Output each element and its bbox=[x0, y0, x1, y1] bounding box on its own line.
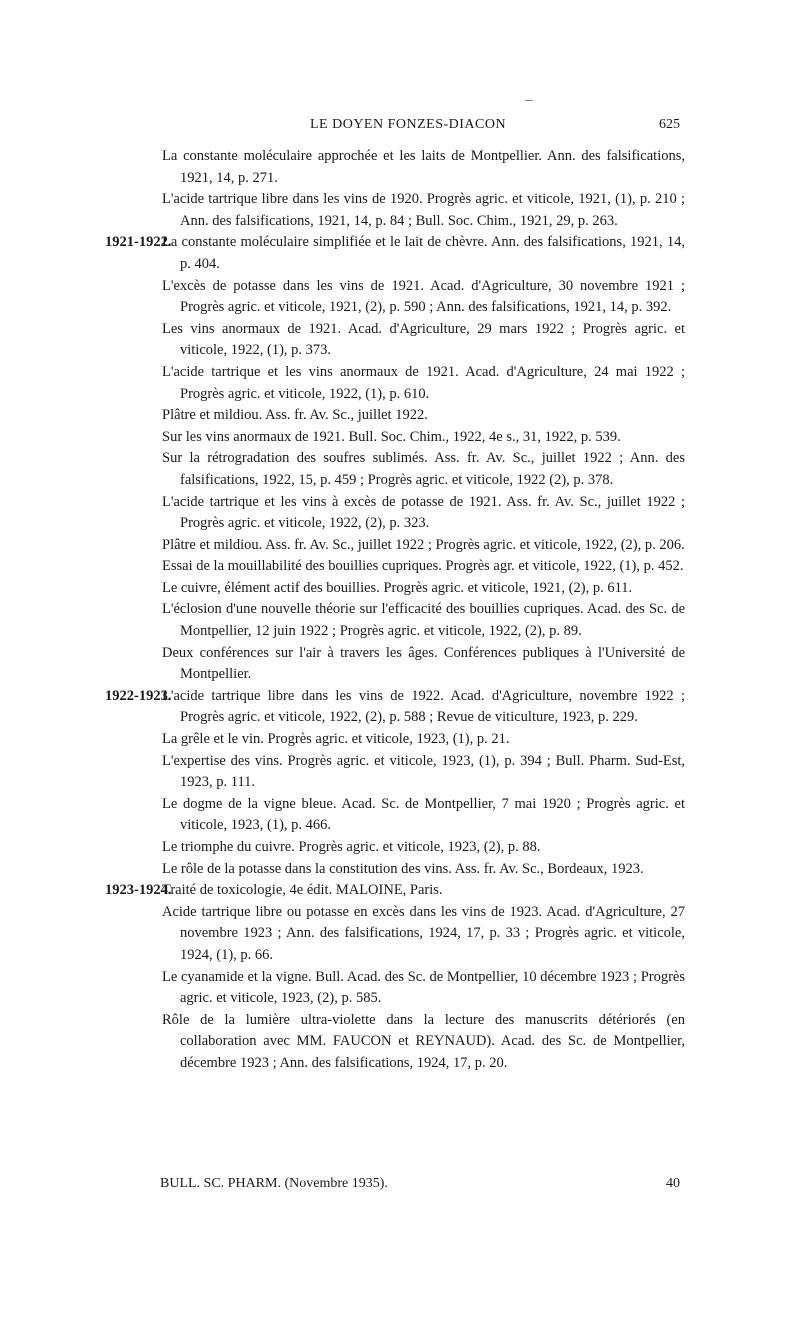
bibliography-entry: Le rôle de la potasse dans la constitution des vins. Ass. fr. Av. Sc., Bordeaux, 1923. bbox=[162, 860, 644, 877]
year-group bbox=[105, 146, 685, 232]
bibliography-body bbox=[105, 146, 685, 1075]
bibliography-entry: L'excès de potasse dans les vins de 1921. Acad. d'Agriculture, 30 novembre 1921 ; Progrès agric. et viticole, 1921, (2), p. 590 ; Ann. des falsifications, 1921, 14, p. 392. bbox=[162, 277, 685, 316]
year-label: 1923-1924. bbox=[105, 882, 172, 899]
bibliography-entry: Le dogme de la vigne bleue. Acad. Sc. de Montpellier, 7 mai 1920 ; Progrès agric. et viticole, 1923, (1), p. 466. bbox=[162, 795, 685, 834]
bibliography-entry: L'acide tartrique libre dans les vins de 1920. Progrès agric. et viticole, 1921, (1), p. 210 ; Ann. des falsifications, 1921, 14, p. 84 ; Bull. Soc. Chim., 1921, 29, p. 263. bbox=[162, 191, 685, 229]
bibliography-entry: L'acide tartrique et les vins anormaux de 1921. Acad. d'Agriculture, 24 mai 1922 ; Progrès agric. et viticole, 1922, (1), p. 610. bbox=[162, 363, 685, 402]
bibliography-entry: L'expertise des vins. Progrès agric. et viticole, 1923, (1), p. 394 ; Bull. Pharm. Sud-Est, 1923, p. 111. bbox=[162, 752, 685, 791]
year-group bbox=[105, 232, 685, 685]
bibliography-entry: L'acide tartrique libre dans les vins de 1922. Acad. d'Agriculture, novembre 1922 ; Progrès agric. et viticole, 1922, (2), p. 588 ; Revue de viticulture, 1923, p. 229. bbox=[162, 687, 685, 726]
bibliography-entry: Acide tartrique libre ou potasse en excès dans les vins de 1923. Acad. d'Agriculture, 27 novembre 1923 ; Ann. des falsifications, 1924, 17, p. 33 ; Progrès agric. et viticole, 1924, (1), p. 66. bbox=[162, 903, 685, 963]
page-header bbox=[160, 117, 680, 137]
journal-citation: BULL. SC. PHARM. (Novembre 1935). bbox=[160, 1176, 388, 1191]
bibliography-entry: Le cuivre, élément actif des bouillies. Progrès agric. et viticole, 1921, (2), p. 611. bbox=[162, 579, 633, 596]
bibliography-entry: Le cyanamide et la vigne. Bull. Acad. des Sc. de Montpellier, 10 décembre 1923 ; Progrès agric. et viticole, 1923, (2), p. 585. bbox=[162, 968, 685, 1007]
bibliography-entry: Deux conférences sur l'air à travers les âges. Conférences publiques à l'Université de Montpellier. bbox=[162, 644, 685, 683]
bibliography-entry: L'éclosion d'une nouvelle théorie sur l'efficacité des bouillies cupriques. Acad. des Sc. de Montpellier, 12 juin 1922 ; Progrès agric. et viticole, 1922, (2), p. 89. bbox=[162, 601, 685, 640]
signature-number: 40 bbox=[666, 1176, 680, 1191]
bibliography-entry: La grêle et le vin. Progrès agric. et viticole, 1923, (1), p. 21. bbox=[162, 731, 510, 748]
scan-mark bbox=[525, 100, 533, 101]
bibliography-entry: Le triomphe du cuivre. Progrès agric. et viticole, 1923, (2), p. 88. bbox=[162, 839, 541, 855]
year-label: 1922-1923. bbox=[105, 687, 172, 704]
bibliography-entry: L'acide tartrique et les vins à excès de potasse de 1921. Ass. fr. Av. Sc., juillet 1922 ; Progrès agric. et viticole, 1922, (2), p. 323. bbox=[162, 493, 685, 532]
page-footer bbox=[160, 1176, 680, 1196]
bibliography-entry: Rôle de la lumière ultra-violette dans la lecture des manuscrits détériorés (en collaboration avec MM. FAUCON et REYNAUD). Acad. des Sc. de Montpellier, décembre 1923 ; Ann. des falsifications, 1924, 17, p. 20. bbox=[162, 1011, 685, 1071]
running-title: LE DOYEN FONZES-DIACON bbox=[310, 117, 507, 132]
bibliography-entry: Plâtre et mildiou. Ass. fr. Av. Sc., juillet 1922. bbox=[162, 407, 428, 424]
bibliography-entry: Les vins anormaux de 1921. Acad. d'Agriculture, 29 mars 1922 ; Progrès agric. et viticole, 1922, (1), p. 373. bbox=[162, 320, 685, 359]
bibliography-entry: La constante moléculaire approchée et les laits de Montpellier. Ann. des falsifications, 1921, 14, p. 271. bbox=[162, 148, 685, 186]
bibliography-entry: Sur les vins anormaux de 1921. Bull. Soc. Chim., 1922, 4e s., 31, 1922, p. 539. bbox=[162, 428, 621, 445]
bibliography-entry: Plâtre et mildiou. Ass. fr. Av. Sc., juillet 1922 ; Progrès agric. et viticole, 1922, (2), p. 206. bbox=[162, 536, 685, 553]
bibliography-entry: Essai de la mouillabilité des bouillies cupriques. Progrès agr. et viticole, 1922, (1), p. 452. bbox=[162, 558, 684, 575]
year-group bbox=[105, 686, 685, 880]
bibliography-entry: Sur la rétrogradation des soufres sublimés. Ass. fr. Av. Sc., juillet 1922 ; Ann. des falsifications, 1922, 15, p. 459 ; Progrès agric. et viticole, 1922 (2), p. 378. bbox=[162, 450, 685, 488]
year-label: 1921-1922. bbox=[105, 234, 172, 251]
page-number: 625 bbox=[659, 117, 680, 132]
bibliography-entry: La constante moléculaire simplifiée et le lait de chèvre. Ann. des falsifications, 1921, 14, p. 404. bbox=[162, 234, 685, 272]
year-group bbox=[105, 880, 685, 1074]
bibliography-entry: Traité de toxicologie, 4e édit. MALOINE, Paris. bbox=[162, 882, 443, 899]
